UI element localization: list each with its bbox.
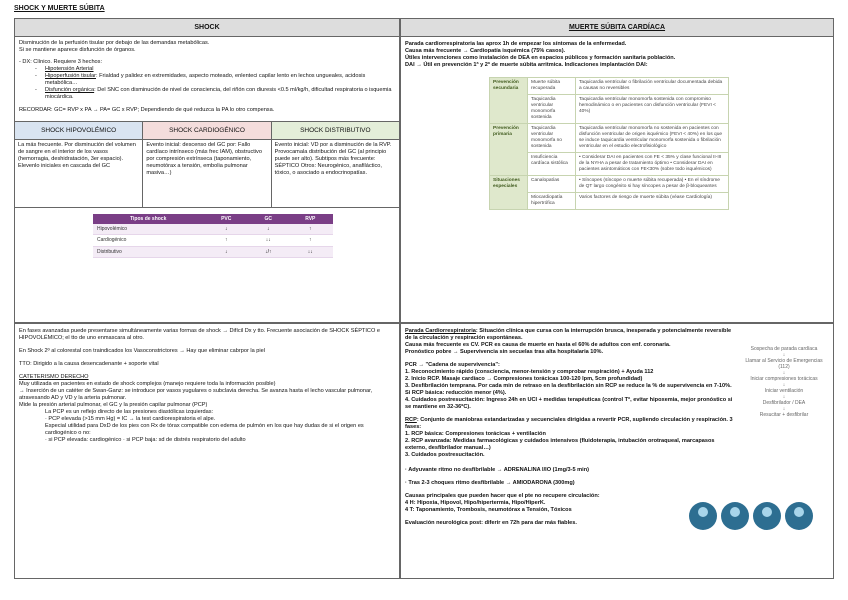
shock-extra-p3: TTO: Dirigido a la causa desencadenante + soporte vital	[19, 360, 159, 367]
chain-step: 1. Reconocimiento rápido (consciencia, menor-tensión y comprobar respiración) + Ayuda 112	[405, 368, 654, 375]
cateterismo-sub-line: · si PCP elevada: cardiogénico · si PCP baja: sd de distrés respiratorio del adulto	[45, 436, 246, 443]
muerte-intro: Parada cardiorrespiratoria las aprox 1h de empezar los síntomas de la enfermedad.	[405, 41, 627, 47]
table-row: Situaciones especiales Canalopatías • Síncopes (síncope o muerte súbita recuperada) • En el síndrome de QT largo congénito si hay síncopes a pesar de β-bloqueantes	[490, 175, 729, 192]
shock-recordar: RECORDAR: GC= RVP x PA → PA= GC x RVP; Dependiendo de qué reduzca la PA lo otro compensa.	[19, 106, 275, 113]
eval-neuro: Evaluación neurológica post: diferir en 72h para dar más fiables.	[405, 519, 577, 526]
shock-type-text: Evento inicial: descenso del GC por: Fallo cardíaco intrínseco (más frec IAM), obstructivo por compresión extrínseca (taponamiento, neumotórax a tensión, embolia pulmonar masiva…)	[146, 141, 262, 176]
cateterismo-title: CATETERISMO DERECHO	[19, 373, 89, 380]
shock-extra-p1: En fases avanzadas puede presentarse simultáneamente varias formas de shock → Difícil Dx y tto. Frecuente asociación de SHOCK SÉPTICO e HIPOVOLÉMICO; el tto de uno enmascara al otro.	[19, 328, 380, 341]
table-header: PVC	[203, 214, 249, 224]
shock-dx-title: - DX: Clínico. Requiere 3 hechos:	[19, 58, 103, 65]
muerte-intro: Útiles intervenciones como instalación de DEA en espacios públicos y formación sanitaria población.	[405, 54, 676, 61]
shock-panel	[14, 18, 400, 323]
shock-intro-2: Si se mantiene aparece disfunción de órganos.	[19, 46, 136, 53]
cateterismo-line: Muy utilizada en pacientes en estado de shock complejos (manejo requiere toda la información posible)	[19, 380, 276, 387]
shock-type-cardiogenico	[143, 122, 271, 207]
shock-type-text: La más frecuente. Por disminución del volumen de sangre en el interior de los vasos (hemorragia, deshidratación, 3er espacio). Elevenlo iniciales en cascada del GC	[18, 141, 136, 169]
muerte-intro: Causa más frecuente → Cardiopatía isquémica (75% casos).	[405, 47, 566, 54]
rcp-definition: RCP: Conjunto de maniobras estandarizadas y secuenciales dirigidas a revertir PCR, supliendo circulación y respiración. 3 fases:	[405, 416, 733, 430]
shock-dx-item: - Disfunción orgánica: Del SNC con disminución de nivel de consciencia, del riñón con diuresis <0.5 ml/kg/h, dificultad respiratoria o isquemia miocárdica.	[45, 87, 395, 101]
cateterismo-sub-line: Especial utilidad para DxD de los pies con Rx de tórax compatible con edema de pulmón en los que hay dudas de si el origen es cardiogénico o no:	[45, 422, 364, 436]
cateterismo-sub	[19, 409, 395, 444]
care-icon	[785, 502, 813, 530]
shock-extra-panel	[14, 323, 400, 579]
pcr-prognosis: Pronóstico pobre → Supervivencia sin secuelas tras alta hospitalaria 10%.	[405, 348, 604, 355]
table-row: Hipovolémico ↓ ↓ ↑	[93, 224, 333, 235]
rcp-phase: 1. RCP básica: Compresiones torácicas + ventilación	[405, 430, 546, 437]
amiodarona-line: · Tras 2-3 choques ritmo desfibrilable → AMIODARONA (300mg)	[405, 479, 575, 486]
shock-table-area	[15, 207, 399, 258]
muerte-panel	[400, 18, 834, 323]
cateterismo-sub-line: · PCP elevada (>15 mm Hg) = IC → la test cardiorespiratoria el alpe.	[45, 415, 216, 422]
muerte-intro: DAI → Útil en prevención 1ª y 2ª de muerte súbita arritmica. Indicaciones implantación DAI:	[405, 61, 648, 68]
flow-step: Resucitar + desfibrilar	[759, 412, 809, 418]
muerte-content	[401, 37, 833, 73]
flow-arrow: ↓	[782, 370, 786, 376]
pcr-text	[405, 328, 735, 527]
cateterismo-line: → Inserción de un catéter de Swan-Ganz: se introduce por vasos yugulares o subclavia derecha. Se avanza hasta el lecho vascular pulmonar, atravesando AD y VD y la arteria pulmonar.	[19, 387, 373, 401]
defib-icon	[753, 502, 781, 530]
table-row: Prevención secundaria Muerte súbita recuperada Taquicardia ventricular o fibrilación ventricular documentada debida a causas no reversibles	[490, 77, 729, 94]
rcp-phase: 2. RCP avanzada: Medidas farmacológicas y cuidados intensivos (fluidoterapia, intubación orotraqueal, marcapasos externo, desfibrilador manual…)	[405, 437, 715, 451]
causas-t: 4 T: Taponamiento, Trombosis, neumotórax a Tensión, Tóxicos	[405, 506, 572, 513]
flow-arrow: ↓	[782, 382, 786, 388]
flow-step: Sospecha de parada cardíaca	[750, 346, 818, 352]
shock-type-hipovolemico	[15, 122, 143, 207]
shock-dx-item: - Hipotensión Arterial	[45, 66, 395, 73]
shock-types-table	[93, 214, 333, 258]
muerte-header: MUERTE SÚBITA CARDÍACA	[401, 19, 833, 37]
pcr-cause: Causa más frecuente es CV. PCR es causa de muerte en hasta el 60% de adultos con enf. coronaria.	[405, 341, 671, 348]
chain-step: 4. Cuidados postresucitación: Ingreso 24h en UCI + medidas terapéuticas (control Tª, evitar hipoxemia, mejor pronóstico si se mantiene en 32-36ºC).	[405, 396, 733, 410]
rcp-phase: 3. Cuidados postresucitación.	[405, 451, 485, 458]
shock-content	[15, 37, 399, 121]
table-row: Prevención primaria Taquicardia ventricular monomorfa no sostenida Taquicardia ventricular monomorfa no sostenida en pacientes con disfunción ventricular de origen isquémico (FEVI < 40%) en los que se induce taquicardia ventricular monomorfa sostenida o fibrilación ventricular en el estudio electrofisiológico	[490, 123, 729, 152]
flow-arrow: ↓	[782, 352, 786, 358]
shock-types	[15, 121, 399, 207]
shock-type-text: Evento inicial: VD por a disminución de la RVP. Provocamala distribución del GC (al principio puede ser alto). Subtipos más frecuente: SÉPTICO Otros: Neurogénico, anafiláctico, tóxico, o asociado a endocrinopatías.	[274, 141, 392, 176]
pcr-definition: Parada Cardiorrespiratoria: Situación clínica que cursa con la interrupción brusca, inesperada y potencialmente reversible de la circulación y respiración espontáneas.	[405, 328, 732, 341]
cpr-icon	[721, 502, 749, 530]
causas-title: Causas principales que pueden hacer que el pte no recupere circulación:	[405, 492, 600, 499]
flow-step: Desfibrilador / DEA	[762, 400, 806, 406]
shock-type-distributivo	[272, 122, 399, 207]
flow-step: Iniciar ventilación	[764, 388, 804, 394]
shock-dx-item: - Hipoperfusión tisular: Frialdad y palidez en extremidades, aspecto moteado, enlenteci capilar lento en lechos ungueales, acidosis metabólica…	[45, 73, 395, 87]
chain-title: PCR → "Cadena de supervivencia":	[405, 361, 500, 368]
shock-extra-p2: En Shock 2º al colorestal con traindicados los Vasoconstrictores → Hay que eliminar cabrpor la piel	[19, 347, 266, 354]
table-header: Tipos de shock	[93, 214, 203, 224]
table-row: Distributivo ↓ ↓/↑ ↓↓	[93, 246, 333, 257]
shock-header: SHOCK	[15, 19, 399, 37]
cateterismo-sub-line: La PCP es un reflejo directo de las presiones diastólicas izquierdas:	[45, 408, 214, 415]
chain-step: 2. Inicio RCP. Masaje cardíaco → Compresiones torácicas 100-120 lpm, 5cm profundidad)	[405, 375, 643, 382]
shock-type-name: SHOCK HIPOVOLÉMICO	[15, 122, 142, 140]
table-row: Insuficiencia cardíaca sistólica • Considerar DAI en pacientes con FE < 35% y clase funcional II-III de la NYHA a pesar de tratamiento óptimo • Considerar DAI en pacientes asintomáticos con FE<30% (sobre todo isquémicos)	[490, 152, 729, 175]
page-title: SHOCK Y MUERTE SÚBITA	[14, 5, 105, 12]
cateterismo-line: Mide la presión arterial pulmonar, el GC y la presión capilar pulmonar (PCP)	[19, 401, 208, 408]
shock-dx-list	[19, 66, 395, 101]
shock-intro-1: Disminución de la perfusión tisular por debajo de las demandas metabólicas.	[19, 40, 210, 46]
table-header: RVP	[288, 214, 333, 224]
causas-h: 4 H: Hipoxia, Hipovol, Hipo/hipertermia, Hipo/HiperK.	[405, 499, 546, 506]
shock-type-name: SHOCK CARDIOGÉNICO	[143, 122, 270, 140]
flow-step: Llamar al Servicio de Emergencias (112)	[745, 358, 823, 370]
adrenalina-line: · Adyuvante ritmo no desfibrilable → ADRENALINA I/IO (1mg/3-5 min)	[405, 466, 589, 473]
rcp-flowchart	[741, 346, 827, 418]
flow-arrow: ↓	[782, 394, 786, 400]
dai-table	[489, 77, 729, 210]
pcr-panel	[400, 323, 834, 579]
flow-arrow: ↓	[782, 406, 786, 412]
table-row: Miocardiopatía hipertrófica Varios factores de riesgo de muerte súbita (véase Cardiología)	[490, 192, 729, 209]
table-row: Cardiogénico ↑ ↓↓ ↑	[93, 235, 333, 246]
recognize-icon	[689, 502, 717, 530]
table-header: GC	[249, 214, 288, 224]
chain-step: 3. Desfibrilación temprana. Por cada min de retraso en la desfibrilación sin RCP se reduce la % de supervivencia en 7-10%. Si RCP básica: reducción menor (4%).	[405, 382, 732, 396]
shock-type-name: SHOCK DISTRIBUTIVO	[272, 122, 399, 140]
table-row: Taquicardia ventricular monomorfa sostenida Taquicardia ventricular monomorfa sostenida con compromiso hemodinámico o en pacientes con disfunción ventricular (FEVI < 40%)	[490, 94, 729, 123]
chain-icons	[689, 502, 829, 533]
flow-step: Iniciar compresiones torácicas	[750, 376, 818, 382]
